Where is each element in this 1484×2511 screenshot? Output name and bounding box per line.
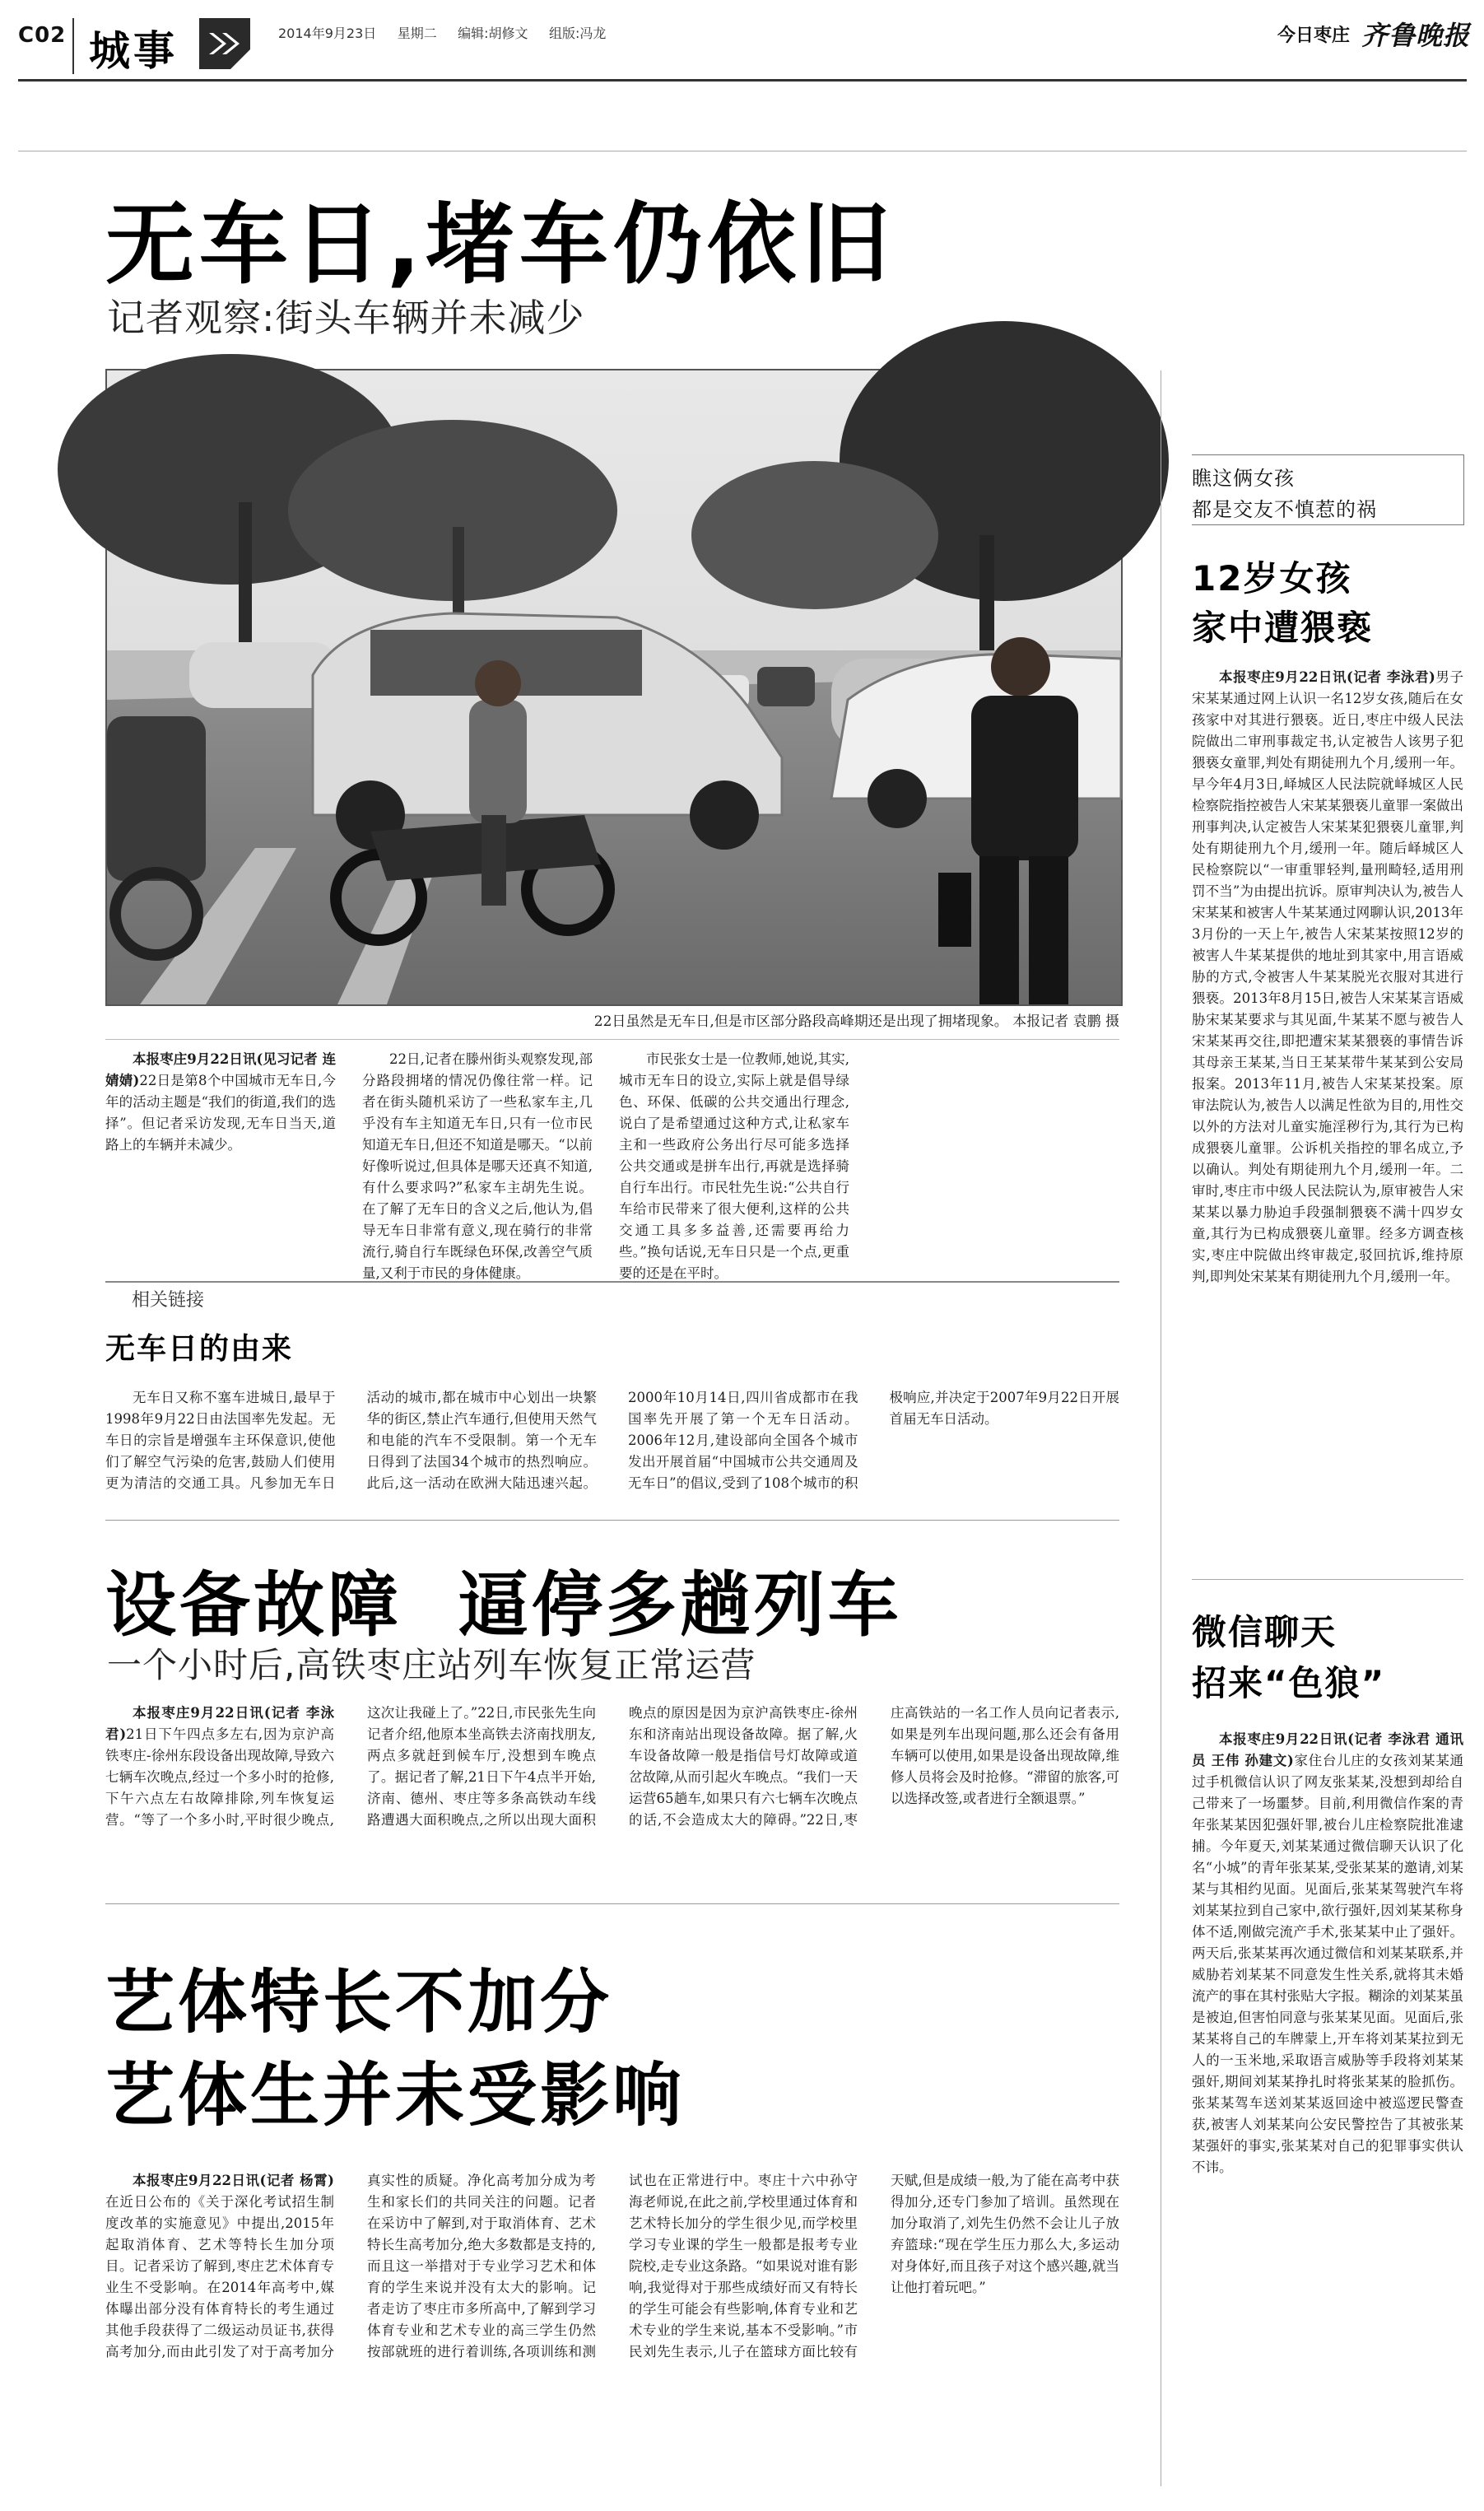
related-tag-box: [105, 1281, 1119, 1309]
story2-subhead: 一个小时后,高铁枣庄站列车恢复正常运营: [107, 1645, 756, 1685]
sidebar2-headline-line1: 微信聊天: [1192, 1612, 1337, 1652]
story1-lead: 本报枣庄9月22日讯(见习记者 连婧婧): [105, 1051, 336, 1088]
related-tag: 相关链接: [125, 1286, 211, 1311]
story1-column-3: [619, 1049, 849, 1281]
story3-lead: 本报枣庄9月22日讯(记者 杨霄): [133, 2173, 334, 2188]
story2-text: 21日下午四点多左右,因为京沪高铁枣庄-徐州东段设备出现故障,导致六七辆车次晚点,经过一个多小时的抢修,下午六点左右故障排除,列车恢复运营。“等了一个多小时,平时很少晚点,这次让我碰上了。”22日,市民张先生向记者介绍,他原本坐高铁去济南找朋友,两点多就赶到候车厅,没想到车晚点了。据记者了解,21日下午4点半开始,济南、德州、枣庄等多条高铁动车线路遭遇大面积晚点,之所以出现大面积晚点的原因是因为京沪高铁枣庄-徐州东和济南站出现设备故障。据了解,火车设备故障一般是指信号灯故障或道岔故障,从而引起火车晚点。“我们一天运营65趟车,如果只有六七辆车次晚点的话,不会造成太大的障碍。”22日,枣庄高铁站的一名工作人员向记者表示,如果是列车出现问题,那么还会有备用车辆可以使用,如果是设备出现故障,维修人员将会及时抢修。“滞留的旅客,可以选择改签,或者进行全额退票。”: [105, 1705, 1119, 1828]
page-code: C02: [18, 23, 67, 48]
story2-lead: 本报枣庄9月22日讯(记者 李泳君): [105, 1705, 334, 1742]
photo-caption: 22日虽然是无车日,但是市区部分路段高峰期还是出现了拥堵现象。 本报记者 袁鹏 摄: [593, 1013, 1119, 1030]
sidebar1-kicker-line2: 都是交友不慎惹的祸: [1192, 498, 1377, 521]
related-text: 无车日又称不塞车进城日,最早于1998年9月22日由法国率先发起。无车日的宗旨是增强车主环保意识,使他们了解空气污染的危害,鼓励人们使用更为清洁的交通工具。凡参加无车日活动的城市,都在城市中心划出一块繁华的街区,禁止汽车通行,但使用天然气和电能的汽车不受限制。第一个无车日得到了法国34个城市的热烈响应。此后,这一活动在欧洲大陆迅速兴起。2000年10月14日,四川省成都市在我国率先开展了第一个无车日活动。2006年12月,建设部向全国各个城市发出开展首届“中国城市公共交通周及无车日”的倡议,受到了108个城市的积极响应,并决定于2007年9月22日开展首届无车日活动。: [105, 1390, 1119, 1491]
story1-para-1: 22日是第8个中国城市无车日,今年的活动主题是“我们的街道,我们的选择”。但记者采访发现,无车日当天,道路上的车辆并未减少。: [105, 1073, 336, 1153]
header-rule: [18, 79, 1467, 82]
story1-subhead: 记者观察:街头车辆并未减少: [107, 296, 585, 340]
related-title: 无车日的由来: [105, 1332, 294, 1366]
story3-text: 在近日公布的《关于深化考试招生制度改革的实施意见》中提出,2015年起取消体育、艺术等特长生加分项目。记者采访了解到,枣庄艺术体育专业生不受影响。在2014年高考中,媒体曝出部分没有体育特长的考生通过其他手段获得了二级运动员证书,获得高考加分,而由此引发了对于高考加分真实性的质疑。净化高考加分成为考生和家长们的共同关注的问题。记者在采访中了解到,对于取消体育、艺术特长生高考加分,绝大多数都是支持的,而且这一举措对于专业学习艺术和体育的学生来说并没有太大的影响。记者走访了枣庄市多所高中,了解到学习体育专业和艺术专业的高三学生仍然按部就班的进行着训练,各项训练和测试也在正常进行中。枣庄十六中孙守海老师说,在此之前,学校里通过体育和艺术特长加分的学生很少见,而学校里学习专业课的学生一般都是报考专业院校,走专业这条路。“如果说对谁有影响,我觉得对于那些成绩好而又有特长的学生可能会有些影响,体育专业和艺术专业的学生来说,基本不受影响。”市民刘先生表示,儿子在篮球方面比较有天赋,但是成绩一般,为了能在高考中获得加分,还专门参加了培训。虽然现在加分取消了,刘先生仍然不会让儿子放弃篮球:“现在学生压力那么大,多运动对身体好,而且孩子对这个感兴趣,就当让他打着玩吧。”: [105, 2173, 1119, 2360]
edition-name: 今日枣庄: [1277, 26, 1351, 46]
issue-weekday: 星期二: [397, 26, 437, 41]
section-title: 城事: [89, 27, 178, 75]
story1-column-1: [105, 1049, 336, 1271]
sidebar2-body: [1192, 1729, 1463, 2486]
story1-column-2: [362, 1049, 593, 1281]
issue-date: 2014年9月23日: [278, 26, 377, 41]
story2-headline: 设备故障 逼停多趟列车: [105, 1564, 902, 1647]
story1-para-3: 市民张女士是一位教师,她说,其实,城市无车日的设立,实际上就是倡导绿色、环保、低碳的公共交通出行理念,说白了是希望通过这种方式,让私家车主和一些政府公务出行尽可能多选择公共交通或是拼车出行,再就是选择骑自行车出行。市民牡先生说:“公共自行车给市民带来了很大便利,这样的公共交通工具多多益善,还需要再给力些。”换句话说,无车日只是一个点,更重要的还是在平时。: [619, 1051, 849, 1281]
sidebar2-text: 家住台儿庄的女孩刘某某通过手机微信认识了网友张某某,没想到却给自己带来了一场噩梦。目前,利用微信作案的青年张某某因犯强奸罪,被台儿庄检察院批准逮捕。今年夏天,刘某某通过微信聊天认识了化名“小城”的青年张某某,受张某某的邀请,刘某某与其相约见面。见面后,张某某驾驶汽车将刘某某拉到自己家中,欲行强奸,因刘某某称身体不适,刚做完流产手术,张某某中止了强奸。两天后,张某某再次通过微信和刘某某联系,并威胁若刘某某不同意发生性关系,就将其未婚流产的事在其村张贴大字报。糊涂的刘某某虽是被迫,但害怕同意与张某某见面。见面后,张某某将自己的车牌蒙上,开车将刘某某拉到无人的一玉米地,采取语言威胁等手段将刘某某强奸,期间刘某某挣扎时将张某某的脸抓伤。张某某驾车送刘某某返回途中被巡逻民警查获,被害人刘某某向公安民警控告了其被张某某强奸的事实,张某某对自己的犯罪事实供认不讳。: [1192, 1753, 1464, 2175]
story3-headline-line1: 艺体特长不加分: [105, 1962, 613, 2043]
story2-body: [105, 1703, 1119, 1900]
editor-credit: 编辑:胡修文: [458, 26, 528, 41]
sidebar1-kicker-line1: 瞧这俩女孩: [1192, 467, 1295, 490]
sidebar1-lead: 本报枣庄9月22日讯(记者 李泳君): [1219, 669, 1435, 685]
sidebar2-headline-line2: 招来“色狼”: [1192, 1663, 1386, 1703]
story1-para-2: 22日,记者在滕州街头观察发现,部分路段拥堵的情况仍像往常一样。记者在街头随机采访了一些私家车主,几乎没有车主知道无车日,只有一位市民知道无车日,但还不知道是哪天。“以前好像听说过,但具体是哪天还真不知道,有什么要求吗?”私家车主胡先生说。在了解了无车日的含义之后,他认为,倡导无车日非常有意义,现在骑行的非常流行,骑自行车既绿色环保,改善空气质量,又利于市民的身体健康。: [362, 1051, 593, 1281]
sidebar1-headline-line2: 家中遭猥亵: [1192, 608, 1374, 648]
layout-credit: 组版:冯龙: [549, 26, 607, 41]
story1-headline: 无车日,堵车仍依旧: [105, 193, 896, 296]
sidebar1-kicker: [1192, 454, 1464, 525]
sidebar1-text: 男子宋某某通过网上认识一名12岁女孩,随后在女孩家中对其进行猥亵。近日,枣庄中级人民法院做出二审刑事裁定书,认定被告人该男子犯猥亵女童罪,判处有期徒刑九个月,缓刑一年。早今年4月3日,峄城区人民法院就峄城区人民检察院指控被告人宋某某猥亵儿童罪一案做出刑事判决,认定被告人宋某某犯猥亵儿童罪,判处有期徒刑九个月,缓刑一年。随后峄城区人民检察院以“一审重罪轻判,量刑畸轻,适用刑罚不当”为由提出抗诉。原审判决认为,被告人宋某某和被害人牛某某通过网聊认识,2013年3月份的一天上午,被告人宋某某按照12岁的被害人牛某某提供的地址到其家中,用言语威胁的方式,令被害人牛某某脱光衣服对其进行猥亵。2013年8月15日,被告人宋某某言语威胁宋某某要求与其见面,牛某某不愿与被告人宋某某再交往,即把遭宋某某猥亵的事情告诉其母亲王某某,当日王某某带牛某某到公安局报案。2013年11月,被告人宋某某投案。原审法院认为,被告人以满足性欲为目的,用性交以外的方法对儿童实施淫秽行为,其行为已构成猥亵儿童罪。公诉机关指控的罪名成立,予以确认。判处有期徒刑九个月,缓刑一年。二审时,枣庄市中级人民法院认为,原审被告人宋某某以暴力胁迫手段强制猥亵不满十四岁女童,其行为已构成猥亵儿童罪。经多方调查核实,枣庄中院做出终审裁定,驳回抗诉,维持原判,即判处宋某某有期徒刑九个月,缓刑一年。: [1192, 669, 1463, 1284]
sidebar2-lead: 本报枣庄9月22日讯(记者 李泳君 通讯员 王伟 孙建文): [1192, 1731, 1463, 1768]
page-header: [0, 0, 1484, 91]
street-photo: [105, 369, 1123, 1006]
sidebar1-headline-line1: 12岁女孩: [1192, 558, 1352, 599]
section-arrow-icon: [199, 18, 250, 69]
story3-body: [105, 2170, 1119, 2491]
story3-headline-line2: 艺体生并未受影响: [105, 2055, 686, 2136]
related-body: [105, 1387, 1119, 1511]
paper-logo: 齐鲁晚报: [1361, 20, 1471, 51]
header-meta: [278, 23, 606, 42]
sidebar1-body: [1192, 667, 1463, 1572]
